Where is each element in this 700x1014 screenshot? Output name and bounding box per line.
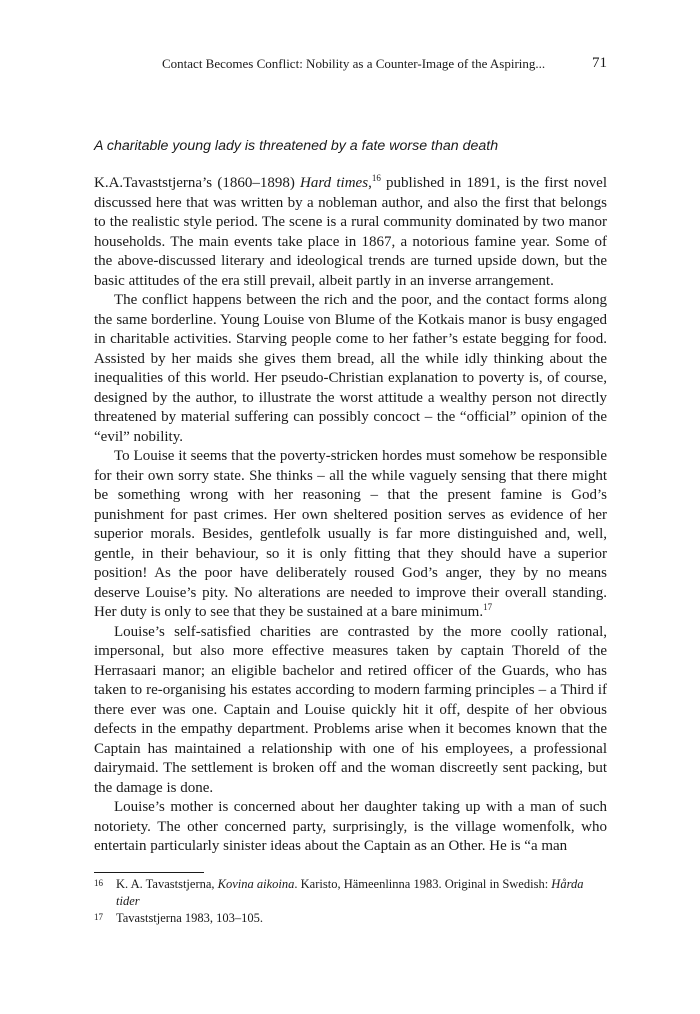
paragraph-4: Louise’s self-satisfied charities are contrasted by the more coolly rational, impersonal, but also more effective measures taken by captain Thoreld of the Herrasaari manor; an eligible bachelor and retired officer of the Guards, who has taken to re-organising his estates according to modern farming principles – a Third if there ever was one. Captain and Louise quickly hit it off, despite of her obvious defects in the empathy department. Problems arise when it becomes known that the Captain has maintained a relationship with one of his employees, a professional dairymaid. The settlement is broken off and the woman discreetly sent packing, but the damage is done. bbox=[94, 623, 607, 796]
footnote-text-part: K. A. Tavaststjerna, bbox=[116, 877, 218, 891]
paragraph-text: K.A.Tavaststjerna’s (1860–1898) bbox=[94, 175, 301, 191]
paragraph-5: Louise’s mother is concerned about her daughter taking up with a man of such notoriety. The other concerned party, surprisingly, is the village womenfolk, who entertain particularly sinister ideas about the Captain as an Other. He is “a man bbox=[94, 799, 607, 854]
page-number: 71 bbox=[592, 55, 607, 71]
paragraph-text: To Louise it seems that the poverty-stricken hordes must somehow be responsible for their own sorry state. She thinks – all the while vaguely sensing that there might be something wrong with her reasoning – that the present famine is God’s punishment for past crimes. Her own sheltered position serves as evidence of her superior morals. Besides, gentlefolk usually is far more distinguished and, well, gentle, in their behaviour, so it is only fitting that they should have a superior position! As the poor have deliberately roused God’s anger, they by no means deserve Louise’s pity. No alterations are needed to improve their overall standing. Her duty is only to see that they be sustained at a bare minimum. bbox=[94, 448, 607, 620]
footnote-text: Tavaststjerna 1983, 103–105. bbox=[116, 911, 264, 925]
book-title: Hard times bbox=[300, 175, 369, 191]
footnote-original-title: Hårda tider bbox=[116, 877, 584, 908]
paragraph-text: published in 1891, is the first novel discussed here that was written by a nobleman author, and also the first that belongs to the realistic style period. The scene is a rural community dominated by two manor households. The main events take place in 1867, a notorious famine year. Some of the above-discussed literary and ideological trends are turned upside down, but the basic attitudes of the era still prevail, albeit partly in an inverse arrangement. bbox=[94, 175, 607, 289]
body-text bbox=[94, 174, 607, 857]
paragraph-1 bbox=[94, 174, 607, 291]
footnote-ref-16: 16 bbox=[371, 173, 381, 183]
paragraph-2: The conflict happens between the rich and the poor, and the contact forms along the same borderline. Young Louise von Blume of the Kotkais manor is busy engaged in charitable activities. Starving people come to her father’s estate begging for food. Assisted by her maids she gives them bread, all the while idly thinking about the inequalities of this world. Her pseudo-Christian explanation to poverty is, of course, designed by the author, to illustrate the worst attitude a wealthy person not directly threatened by material suffering can possibly concoct – the “official” opinion of the “evil” nobility. bbox=[94, 292, 607, 445]
footnote-text bbox=[116, 876, 607, 910]
footnote-text-part: . Karisto, Hämeenlinna 1983. Original in Swedish: bbox=[294, 877, 552, 891]
paragraph-3 bbox=[94, 447, 607, 623]
footnote-title: Kovina aikoina bbox=[217, 877, 295, 891]
running-header bbox=[94, 55, 607, 73]
section-heading: A charitable young lady is threatened by a fate worse than death bbox=[94, 138, 499, 154]
footnote-16 bbox=[94, 876, 607, 910]
paragraph-text: , bbox=[368, 175, 372, 191]
footnote-17 bbox=[94, 910, 607, 927]
footnote-ref-17: 17 bbox=[483, 602, 493, 612]
footnotes bbox=[94, 876, 607, 927]
running-title: Contact Becomes Conflict: Nobility as a Counter-Image of the Aspiring... bbox=[162, 56, 546, 71]
footnote-rule bbox=[94, 872, 204, 873]
footnote-number: 16 bbox=[94, 878, 103, 888]
footnote-number: 17 bbox=[94, 912, 103, 922]
